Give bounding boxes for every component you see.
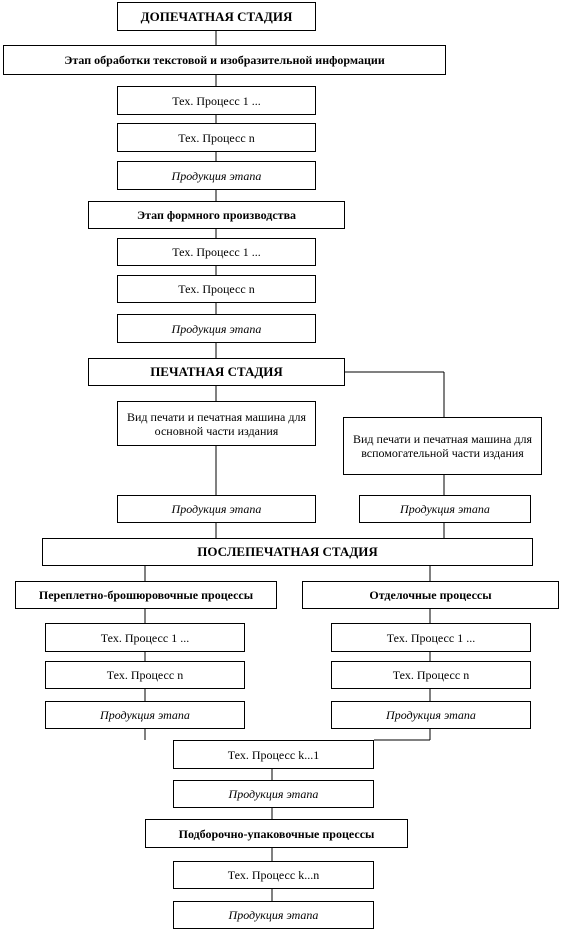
process-k1-output: Продукция этапа: [173, 780, 374, 808]
finishing-process-n: Тех. Процесс n: [331, 661, 531, 689]
text-image-process-n: Тех. Процесс n: [117, 123, 316, 152]
finishing-output: Продукция этапа: [331, 701, 531, 729]
form-process-n: Тех. Процесс n: [117, 275, 316, 303]
binding-output: Продукция этапа: [45, 701, 245, 729]
process-kn-output: Продукция этапа: [173, 901, 374, 929]
aux-printing-output: Продукция этапа: [359, 495, 531, 523]
text-image-process-1: Тех. Процесс 1 ...: [117, 86, 316, 115]
finishing-processes: Отделочные процессы: [302, 581, 559, 609]
process-k1: Тех. Процесс k...1: [173, 740, 374, 769]
binding-process-1: Тех. Процесс 1 ...: [45, 623, 245, 652]
aux-printing-box: Вид печати и печатная машина для вспомогательной части издания: [343, 417, 542, 475]
main-printing-output: Продукция этапа: [117, 495, 316, 523]
packing-processes: Подборочно-упаковочные процессы: [145, 819, 408, 848]
text-image-output: Продукция этапа: [117, 161, 316, 190]
form-output: Продукция этапа: [117, 314, 316, 343]
process-kn: Тех. Процесс k...n: [173, 861, 374, 889]
main-printing-box: Вид печати и печатная машина для основной части издания: [117, 401, 316, 446]
form-process-1: Тех. Процесс 1 ...: [117, 238, 316, 266]
pre-press-stage-title: ДОПЕЧАТНАЯ СТАДИЯ: [117, 2, 316, 31]
binding-processes: Переплетно-брошюровочные процессы: [15, 581, 277, 609]
binding-process-n: Тех. Процесс n: [45, 661, 245, 689]
post-press-stage-title: ПОСЛЕПЕЧАТНАЯ СТАДИЯ: [42, 538, 533, 566]
press-stage-title: ПЕЧАТНАЯ СТАДИЯ: [88, 358, 345, 386]
finishing-process-1: Тех. Процесс 1 ...: [331, 623, 531, 652]
form-stage: Этап формного производства: [88, 201, 345, 229]
text-image-stage: Этап обработки текстовой и изобразительной информации: [3, 45, 446, 75]
